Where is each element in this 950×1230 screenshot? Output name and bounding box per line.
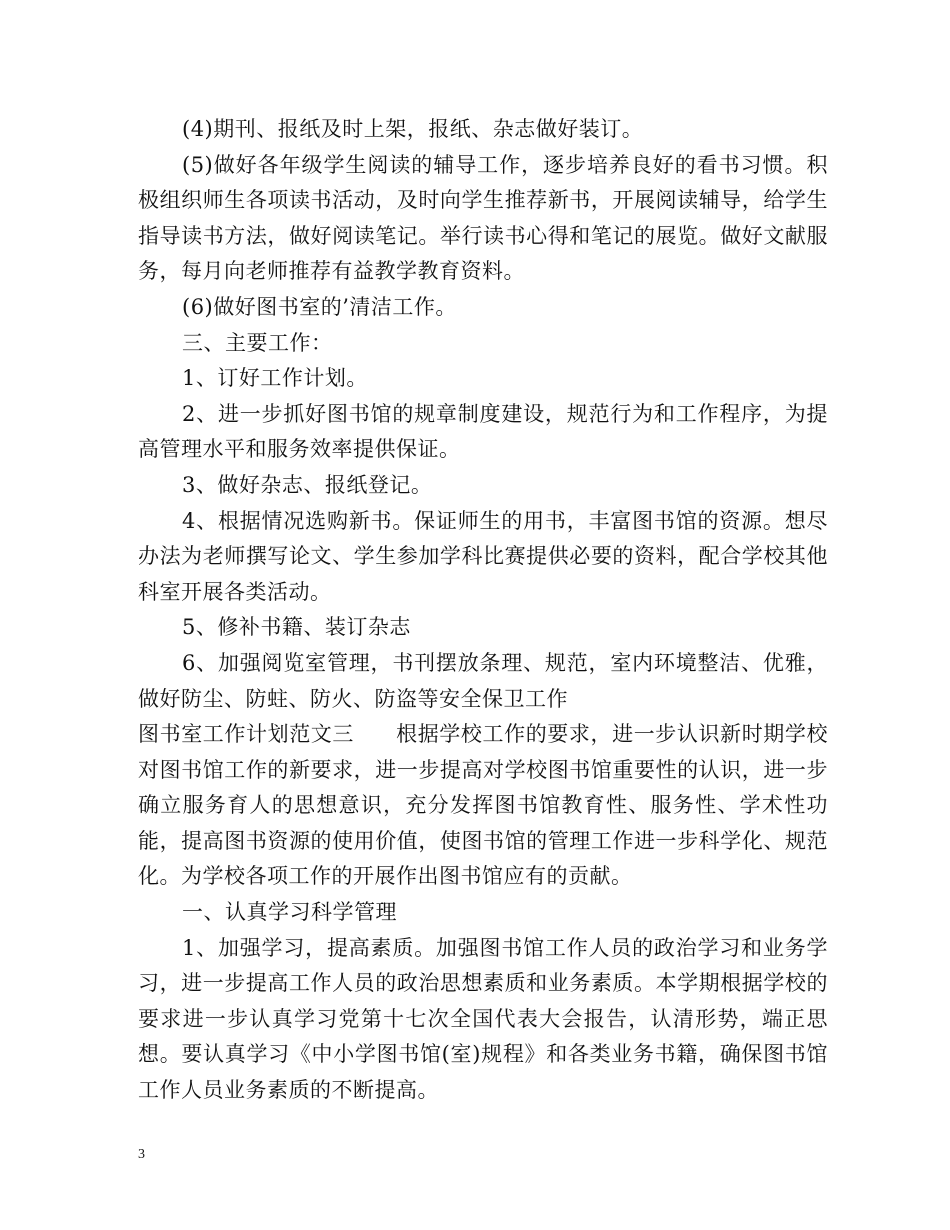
section-heading-study-management: 一、认真学习科学管理	[182, 900, 397, 925]
paragraph-purchase-books: 4、根据情况选购新书。保证师生的用书，丰富图书馆的资源。想尽办法为老师撰写论文、学生参加学科比赛提供必要的资料，配合学校其他科室开展各类活动。	[138, 508, 828, 604]
page-number: 3	[138, 1147, 145, 1162]
section-heading-main-work: 三、主要工作：	[182, 330, 333, 355]
paragraph-repair-books: 5、修补书籍、装订杂志	[182, 615, 411, 640]
paragraph-registration: 3、做好杂志、报纸登记。	[182, 472, 433, 497]
paragraph-rules-building: 2、进一步抓好图书馆的规章制度建设，规范行为和工作程序，为提高管理水平和服务效率提供保证。	[138, 401, 828, 462]
paragraph-periodicals: (4)期刊、报纸及时上架，报纸、杂志做好装订。	[182, 117, 644, 141]
plan-three-heading: 图书室工作计划范文三	[138, 722, 354, 747]
paragraph-work-plan: 1、订好工作计划。	[182, 366, 368, 391]
paragraph-study-quality: 1、加强学习，提高素质。加强图书馆工作人员的政治学习和业务学习，进一步提高工作人员的政治思想素质和业务素质。本学期根据学校的要求进一步认真学习党第十七次全国代表大会报告，认清形势，端正思想。要认真学习《中小学图书馆(室)规程》和各类业务书籍，确保图书馆工作人员业务素质的不断提高。	[138, 935, 828, 1103]
paragraph-plan-three	[138, 717, 828, 895]
document-body	[138, 112, 828, 1109]
paragraph-reading-guidance: (5)做好各年级学生阅读的辅导工作，逐步培养良好的看书习惯。积极组织师生各项读书活动，及时向学生推荐新书，开展阅读辅导，给学生指导读书方法，做好阅读笔记。举行读书心得和笔记的展览。做好文献服务，每月向老师推荐有益教学教育资料。	[138, 152, 828, 284]
paragraph-reading-room: 6、加强阅览室管理，书刊摆放条理、规范，室内环境整洁、优雅，做好防尘、防蛀、防火、防盗等安全保卫工作	[138, 650, 828, 711]
plan-three-body: 根据学校工作的要求，进一步认识新时期学校对图书馆工作的新要求，进一步提高对学校图书馆重要性的认识，进一步确立服务育人的思想意识，充分发挥图书馆教育性、服务性、学术性功能，提高图书资源的使用价值，使图书馆的管理工作进一步科学化、规范化。为学校各项工作的开展作出图书馆应有的贡献。	[138, 722, 828, 889]
paragraph-cleaning: (6)做好图书室的’清洁工作。	[182, 294, 457, 319]
